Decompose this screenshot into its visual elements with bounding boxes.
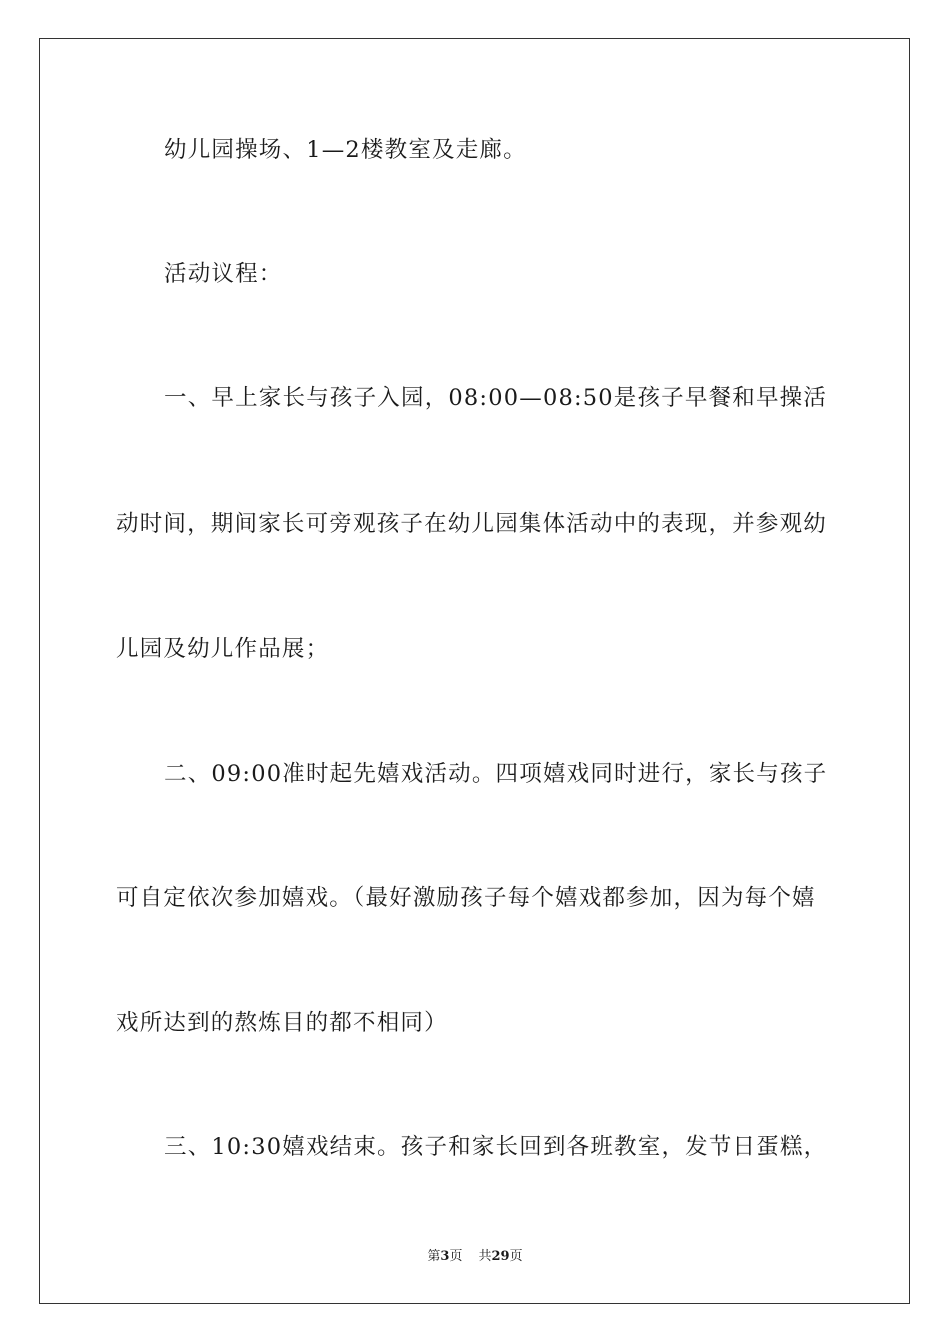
footer-total-prefix: 共 <box>478 1249 492 1264</box>
agenda-item-3-line-1: 三、10:30嬉戏结束。孩子和家长回到各班教室，发节日蛋糕， <box>164 1134 828 1160</box>
agenda-item-1-line-2: 动时间，期间家长可旁观孩子在幼儿园集体活动中的表现，并参观幼 <box>116 511 828 537</box>
footer-page-number: 3 <box>440 1249 450 1264</box>
agenda-item-2-line-2: 可自定依次参加嬉戏。（最好激励孩子每个嬉戏都参加，因为每个嬉 <box>116 885 816 911</box>
page-footer <box>0 1249 950 1265</box>
footer-page-prefix: 第 <box>427 1249 441 1264</box>
footer-total-suffix: 页 <box>509 1249 523 1264</box>
agenda-item-1-line-3: 儿园及幼儿作品展； <box>116 636 330 662</box>
page-border <box>39 38 910 1304</box>
footer-page-suffix: 页 <box>449 1249 463 1264</box>
agenda-item-2-line-3: 戏所达到的熬炼目的都不相同） <box>116 1010 448 1036</box>
paragraph-agenda-heading: 活动议程： <box>164 261 283 287</box>
paragraph-location: 幼儿园操场、1—2楼教室及走廊。 <box>164 137 527 163</box>
agenda-item-2-line-1: 二、09:00准时起先嬉戏活动。四项嬉戏同时进行，家长与孩子 <box>164 761 828 787</box>
agenda-item-1-line-1: 一、早上家长与孩子入园，08:00—08:50是孩子早餐和早操活 <box>164 385 828 411</box>
footer-total-pages: 29 <box>491 1249 510 1264</box>
